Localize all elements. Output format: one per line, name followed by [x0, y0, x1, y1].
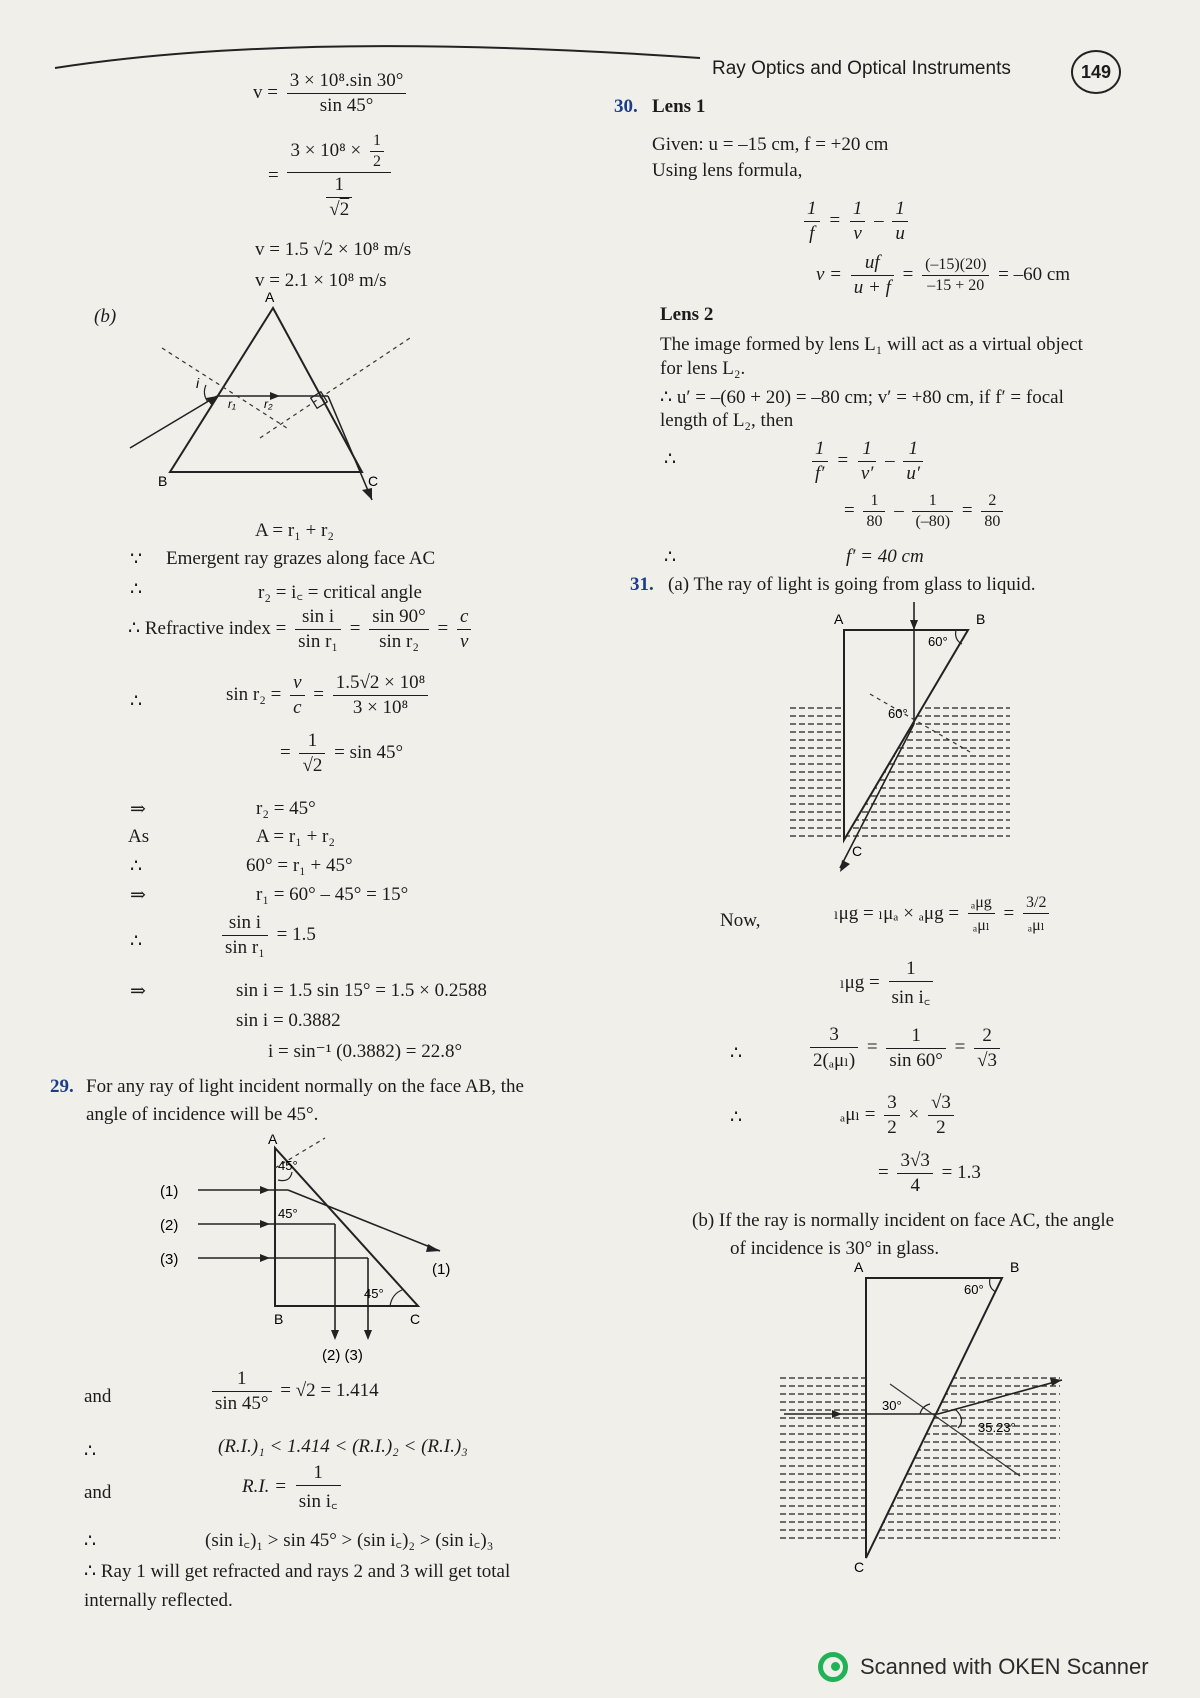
emergent-statement: Emergent ray grazes along face AC: [166, 548, 436, 569]
prism-figure-29: [150, 1128, 490, 1368]
therefore-symbol-2: ∴: [130, 691, 143, 712]
prism-figure-31b: [770, 1258, 1070, 1588]
eq-v3: v = 1.5 √2 × 10⁸ m/s: [255, 239, 412, 260]
eq-inverse-sin45: $\frac{1}{\sin 45^\circ}$ = √2 = 1.414: [208, 1368, 379, 1415]
q31b-line-2: of incidence is 30° in glass.: [730, 1238, 940, 1259]
vertex-b-label: B: [976, 611, 986, 627]
using-line: Using lens formula,: [652, 160, 803, 181]
angle-45-top: 45°: [278, 1158, 298, 1173]
as-label: As: [128, 826, 150, 847]
given-line: Given: u = –15 cm, f = +20 cm: [652, 134, 889, 155]
eq-fprime: f′ = 40 cm: [846, 546, 924, 567]
eq-sini-2: sin i = 0.3882: [236, 1010, 341, 1031]
eq-mu-result: = $\frac{3√3}{4}$ = 1.3: [878, 1150, 981, 1196]
eq-sinic-order: (sin i꜀)₁ > sin 45° > (sin i꜀)₂ > (sin i꜀)₃: [205, 1530, 494, 1551]
vertex-c-label: C: [410, 1311, 421, 1327]
question-29-number: 29.: [50, 1076, 74, 1097]
header-curve: [0, 0, 1200, 110]
lens2-line-2: for lens L₂.: [660, 358, 746, 379]
conclusion-line-2: internally reflected.: [84, 1590, 233, 1611]
therefore-symbol-r2: ∴: [664, 547, 677, 568]
angle-45-incidence: 45°: [278, 1206, 298, 1221]
q31b-line-1: (b) If the ray is normally incident on face AC, the angle: [692, 1210, 1115, 1231]
eq-v2: = 3 × 10⁸ × $\frac{1}{2}$ $\frac{1}{√2}$: [268, 132, 395, 221]
angle-refraction: 35.23°: [978, 1420, 1016, 1435]
scanner-watermark: [818, 1652, 1149, 1682]
eq-sini-1: sin i = 1.5 sin 15° = 1.5 × 0.2588: [236, 980, 487, 1001]
and-label-2: and: [84, 1482, 112, 1503]
vertex-a-label: A: [268, 1131, 278, 1147]
angle-45-c: 45°: [364, 1286, 384, 1301]
eq-r1-15: r₁ = 60° – 45° = 15°: [256, 884, 409, 905]
and-label-1: and: [84, 1386, 112, 1407]
therefore-symbol-1: ∴: [130, 579, 143, 600]
eq-mu-solve: $\frac{3}{\text{2(ₐμₗ)}}$ = $\frac{1}{\sin 60^\circ}$ = $\frac{2}{√3}$: [806, 1024, 1004, 1072]
vertex-b-label: B: [1010, 1259, 1020, 1275]
lens2-line-4: length of L₂, then: [660, 410, 794, 431]
now-label: Now,: [720, 910, 761, 931]
lens2-line-3: ∴ u′ = –(60 + 20) = –80 cm; v′ = +80 cm, if f′ = focal: [660, 387, 1064, 408]
q29-line-1: For any ray of light incident normally on the face AB, the: [86, 1076, 524, 1097]
eq-v1: v = $\frac{\text{3 × 10⁸.sin 30°}}{\sin 45^\circ}$: [253, 70, 410, 117]
q29-line-2: angle of incidence will be 45°.: [86, 1104, 319, 1125]
question-31-number: 31.: [630, 574, 654, 595]
eq-v-lens1: v = $\frac{uf}{u + f}$ = $\frac{(-15)(20)}{-15 + 20}$ = –60 cm: [816, 252, 1071, 298]
q31a-statement: (a) The ray of light is going from glass to liquid.: [668, 574, 1036, 595]
eq-ri-sinic: R.I. = $\frac{1}{\text{sin i꜀}}$: [242, 1462, 345, 1513]
therefore-symbol-3: ∴: [130, 856, 143, 877]
therefore-symbol-r1: ∴: [664, 449, 677, 470]
vertex-a-label: A: [834, 611, 844, 627]
eq-sini-3: i = sin⁻¹ (0.3882) = 22.8°: [268, 1041, 463, 1062]
ray-2-3-out-label: (2) (3): [322, 1347, 363, 1364]
conclusion-line-1: ∴ Ray 1 will get refracted and rays 2 and 3 will get total: [84, 1561, 511, 1582]
implies-symbol-1: ⇒: [130, 799, 146, 820]
prism-figure-b: [110, 290, 430, 510]
eq-mu-critical: ₗμg = $\frac{1}{\text{sin i꜀}}$: [840, 958, 937, 1009]
implies-symbol-3: ⇒: [130, 981, 146, 1002]
question-30-number: 30.: [614, 96, 638, 117]
angle-60-incidence: 60°: [888, 706, 908, 721]
therefore-symbol-6: ∴: [84, 1531, 97, 1552]
prism-figure-31a: [770, 600, 1030, 890]
eq-60: 60° = r₁ + 45°: [246, 855, 353, 876]
running-header: Ray Optics and Optical Instruments: [712, 58, 1011, 79]
angle-60-b: 60°: [928, 634, 948, 649]
eq-mu-relation: ₗμg = ₗμₐ × ₐμg = $\frac{\text{ₐμg}}{\text{ₐμₗ}}$ = $\frac{3/2}{\text{ₐμₗ}}$: [834, 894, 1053, 935]
therefore-symbol-r4: ∴: [730, 1107, 743, 1128]
eq-sin-r2-result: = $\frac{1}{√2}$ = sin 45°: [280, 730, 404, 776]
vertex-b-label: B: [158, 473, 168, 489]
angle-r2-label: r₂: [264, 397, 273, 411]
ray-3-label: (3): [160, 1251, 179, 1268]
ray-1-label: (1): [160, 1183, 179, 1200]
lens2-line-1: The image formed by lens L₁ will act as a virtual object: [660, 334, 1083, 355]
eq-r2-critical: r₂ = i꜀ = critical angle: [258, 582, 422, 603]
part-b-label: (b): [94, 306, 117, 327]
eq-r2-45: r₂ = 45°: [256, 798, 316, 819]
angle-i-label: i: [196, 375, 200, 391]
implies-symbol-2: ⇒: [130, 885, 146, 906]
therefore-symbol-4: ∴: [130, 931, 143, 952]
vertex-c-label: C: [368, 473, 379, 489]
page-number: 149: [1071, 50, 1121, 94]
ray-2-label: (2): [160, 1217, 179, 1234]
vertex-c-label: C: [852, 843, 863, 859]
eq-refractive-index: ∴ Refractive index = $\frac{\text{sin i}}{\text{sin r₁}}$ = $\frac{\sin 90^\circ}{\text{sin r₂}}$ = $\frac{c}{v}$: [128, 606, 475, 653]
eq-a-r1-r2-2: A = r₁ + r₂: [256, 826, 336, 847]
lens-1-heading: Lens 1: [652, 96, 706, 117]
eq-lens-formula: $\frac{1}{f}$ = $\frac{1}{v}$ – $\frac{1}{u}$: [800, 198, 912, 245]
angle-30-incidence: 30°: [882, 1398, 902, 1413]
eq-a-r1-r2: A = r₁ + r₂: [255, 520, 335, 541]
eq-sin-r2: sin r₂ = $\frac{v}{c}$ = $\frac{\text{1.5√2 × 10⁸}}{\text{3 × 10⁸}}$: [226, 672, 432, 719]
eq-lens2-values: = $\frac{1}{80}$ – $\frac{1}{(-80)}$ = $\frac{2}{80}$: [844, 492, 1007, 531]
vertex-c-label: C: [854, 1559, 865, 1575]
vertex-a-label: A: [265, 290, 275, 305]
scanner-watermark-text: Scanned with OKEN Scanner: [860, 1654, 1149, 1679]
eq-v4: v = 2.1 × 10⁸ m/s: [255, 270, 387, 291]
eq-lens2-formula: $\frac{1}{f'}$ = $\frac{1}{v'}$ – $\frac{1}{u'}$: [808, 438, 927, 485]
because-symbol: ∵: [130, 549, 143, 570]
angle-60-b: 60°: [964, 1282, 984, 1297]
therefore-symbol-r3: ∴: [730, 1043, 743, 1064]
eq-sini-ratio: $\frac{\text{sin i}}{\text{sin r₁}}$ = 1.5: [218, 912, 316, 959]
therefore-symbol-5: ∴: [84, 1441, 97, 1462]
ray-1-out-label: (1): [432, 1261, 451, 1278]
lens-2-heading: Lens 2: [660, 304, 714, 325]
scanner-logo-icon: [818, 1652, 848, 1682]
eq-mu-value: ₐμₗ = $\frac{3}{2}$ × $\frac{√3}{2}$: [840, 1092, 958, 1139]
vertex-a-label: A: [854, 1259, 864, 1275]
angle-r1-label: r₁: [228, 397, 236, 411]
eq-ri-order: (R.I.)₁ < 1.414 < (R.I.)₂ < (R.I.)₃: [218, 1436, 468, 1457]
vertex-b-label: B: [274, 1311, 284, 1327]
